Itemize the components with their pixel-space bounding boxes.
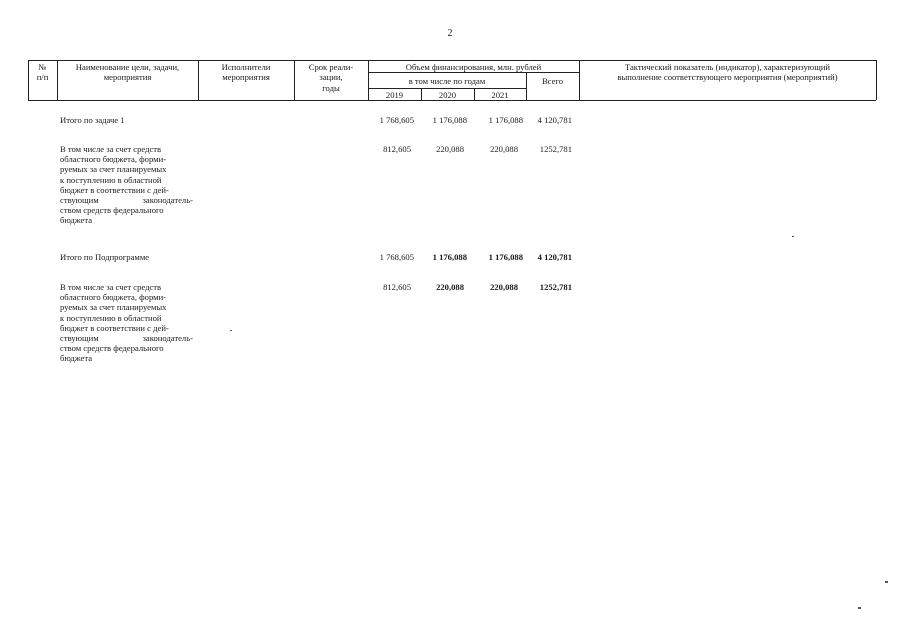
header-name-1: Наименование цели, задачи, bbox=[75, 62, 180, 72]
row-description: В том числе за счет средств областного бюджета, форми- руемых за счет планируемых к поступлению в областной бюджет в соответствии с дей- ствующим законодатель- ством средств федерального бюджета bbox=[60, 282, 193, 364]
header-term-2: зации, bbox=[319, 72, 343, 82]
header-term-3: годы bbox=[322, 83, 340, 93]
value-2019: 812,605 bbox=[383, 282, 411, 292]
value-total: 4 120,781 bbox=[537, 252, 572, 262]
value-2019: 1 768,605 bbox=[379, 252, 414, 262]
value-2020: 220,088 bbox=[436, 144, 464, 154]
years-rule bbox=[368, 88, 526, 89]
row-label: Итого по Подпрограмме bbox=[60, 252, 150, 262]
value-total: 1252,781 bbox=[539, 282, 572, 292]
header-indicator-1: Тактический показатель (индикатор), характеризующий bbox=[624, 62, 831, 72]
value-2020: 220,088 bbox=[436, 282, 464, 292]
header-no: № bbox=[38, 62, 47, 72]
header-top-rule bbox=[28, 60, 876, 61]
header-funding: Объем финансирования, млн. рублей bbox=[405, 62, 542, 72]
header-bottom-rule bbox=[28, 100, 876, 101]
scan-speck bbox=[230, 330, 232, 331]
header-no-sub: п/п bbox=[36, 72, 49, 82]
value-2021: 220,088 bbox=[490, 282, 518, 292]
value-total: 4 120,781 bbox=[537, 115, 572, 125]
value-total: 1252,781 bbox=[539, 144, 572, 154]
value-2021: 1 176,088 bbox=[488, 252, 523, 262]
header-exec-2: мероприятия bbox=[222, 72, 270, 82]
funding-rule bbox=[368, 72, 579, 73]
header-exec-1: Исполнители bbox=[221, 62, 271, 72]
value-2020: 1 176,088 bbox=[432, 252, 467, 262]
header-name-2: мероприятия bbox=[103, 72, 152, 82]
page-number: 2 bbox=[447, 28, 453, 39]
value-2021: 1 176,088 bbox=[488, 115, 523, 125]
value-2019: 1 768,605 bbox=[379, 115, 414, 125]
header-total: Всего bbox=[541, 76, 564, 86]
header-year-2020: 2020 bbox=[438, 90, 457, 100]
scan-speck bbox=[792, 236, 794, 237]
scan-speck bbox=[858, 607, 861, 609]
row-label: Итого по задаче 1 bbox=[60, 115, 125, 125]
header-year-2019: 2019 bbox=[385, 90, 404, 100]
row-description: В том числе за счет средств областного бюджета, форми- руемых за счет планируемых к поступлению в областной бюджет в соответствии с дей- ствующим законодатель- ством средств федерального бюджета bbox=[60, 144, 193, 226]
header-by-years: в том числе по годам bbox=[408, 76, 486, 86]
header-term-1: Срок реали- bbox=[308, 62, 354, 72]
value-2020: 1 176,088 bbox=[432, 115, 467, 125]
header-indicator-2: выполнение соответствующего мероприятия (мероприятий) bbox=[617, 72, 838, 82]
value-2021: 220,088 bbox=[490, 144, 518, 154]
header-year-2021: 2021 bbox=[491, 90, 509, 100]
value-2019: 812,605 bbox=[383, 144, 411, 154]
scan-speck bbox=[885, 581, 888, 583]
